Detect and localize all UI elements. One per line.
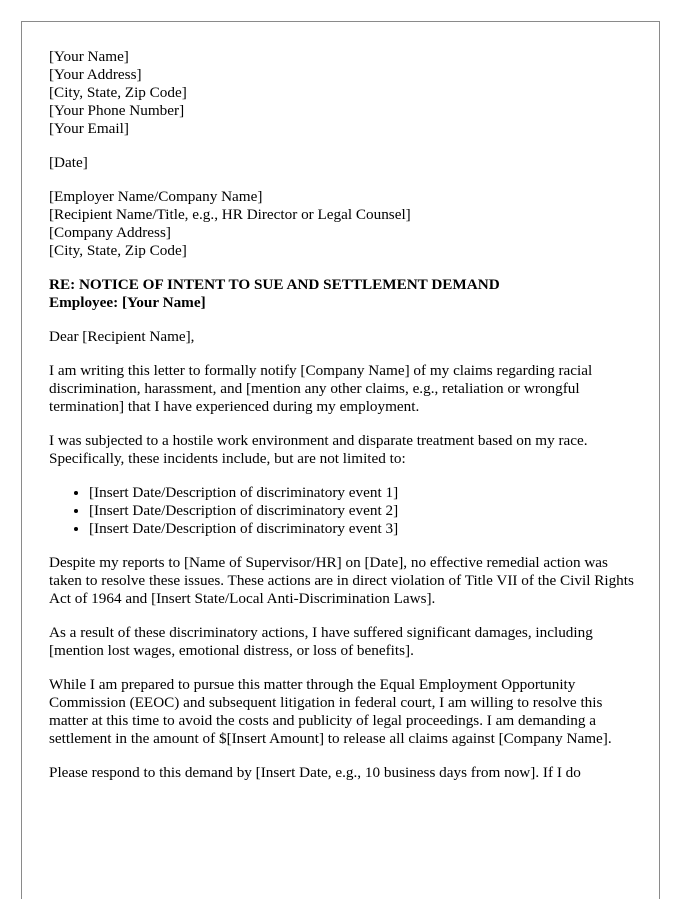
recipient-company: [Employer Name/Company Name] <box>49 188 263 205</box>
paragraph-hostile-environment: I was subjected to a hostile work environment and disparate treatment based on my race. Specifically, these incidents include, but are not limited to: <box>49 432 588 467</box>
paragraph-response-deadline: Please respond to this demand by [Insert Date, e.g., 10 business days from now]. If I do <box>49 764 581 781</box>
recipient-block <box>49 188 639 260</box>
paragraph-damages: As a result of these discriminatory actions, I have suffered significant damages, including [mention lost wages, emotional distress, or loss of benefits]. <box>49 624 593 659</box>
letter-content <box>49 48 639 798</box>
paragraph-settlement: While I am prepared to pursue this matter through the Equal Employment Opportunity Commission (EEOC) and subsequent litigation in federal court, I am willing to resolve this matter at this time to avoid the costs and publicity of legal proceedings. I am demanding a settlement in the amount of $[Insert Amount] to release all claims against [Company Name]. <box>49 676 612 747</box>
sender-address: [Your Address] <box>49 66 142 83</box>
incident-list <box>49 484 639 538</box>
sender-city: [City, State, Zip Code] <box>49 84 187 101</box>
salutation: Dear [Recipient Name], <box>49 328 195 345</box>
sender-block <box>49 48 639 138</box>
sender-name: [Your Name] <box>49 48 129 65</box>
subject-line: RE: NOTICE OF INTENT TO SUE AND SETTLEMENT DEMAND <box>49 276 500 293</box>
employee-line: Employee: [Your Name] <box>49 294 206 311</box>
recipient-address: [Company Address] <box>49 224 171 241</box>
subject-block <box>49 276 639 312</box>
sender-email: [Your Email] <box>49 120 129 137</box>
date-block <box>49 154 639 172</box>
recipient-city: [City, State, Zip Code] <box>49 242 187 259</box>
sender-phone: [Your Phone Number] <box>49 102 185 119</box>
recipient-title: [Recipient Name/Title, e.g., HR Director or Legal Counsel] <box>49 206 411 223</box>
list-item: • [Insert Date/Description of discriminatory event 2] <box>89 502 639 520</box>
letter-page <box>21 21 660 899</box>
letter-date: [Date] <box>49 154 88 171</box>
paragraph-claims: I am writing this letter to formally notify [Company Name] of my claims regarding racial discrimination, harassment, and [mention any other claims, e.g., retaliation or wrongful termination] that I have experienced during my employment. <box>49 362 593 415</box>
paragraph-reports: Despite my reports to [Name of Supervisor/HR] on [Date], no effective remedial action was taken to resolve these issues. These actions are in direct violation of Title VII of the Civil Rights Act of 1964 and [Insert State/Local Anti-Discrimination Laws]. <box>49 554 634 607</box>
list-item: • [Insert Date/Description of discriminatory event 1] <box>89 484 639 502</box>
list-item: • [Insert Date/Description of discriminatory event 3] <box>89 520 639 538</box>
